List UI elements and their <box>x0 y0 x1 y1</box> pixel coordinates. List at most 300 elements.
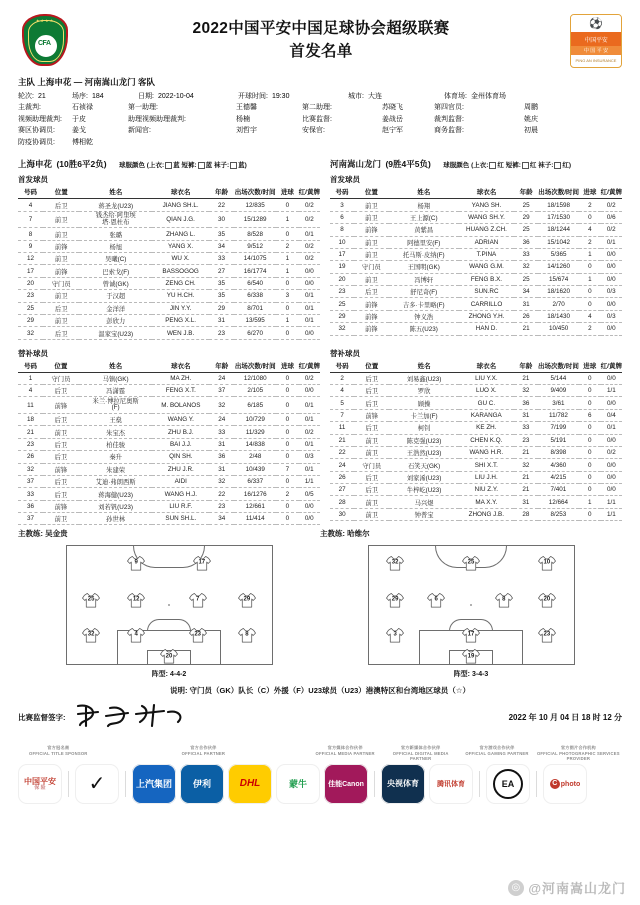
cell-shirt: HUANG Z.CH. <box>459 224 514 236</box>
cell-age: 31 <box>514 409 538 421</box>
cell-name: 阿德里安(F) <box>389 236 459 248</box>
cell-cards: 0/0 <box>601 397 622 409</box>
away-pitch-shirt-23: 23 <box>537 626 556 643</box>
sponsor-badge-sub: 中 国 平 安 <box>571 46 621 55</box>
cell-goals: 0 <box>579 261 601 273</box>
cell-name: 蒋海健(U23) <box>79 488 152 500</box>
cell-cards: 1/1 <box>601 508 622 520</box>
cell-goals: 0 <box>579 372 601 384</box>
table-row <box>330 372 622 384</box>
cell-age: 21 <box>514 323 538 335</box>
cell-pos: 后卫 <box>354 372 389 384</box>
cell-shirt: WANG SH.Y. <box>459 211 514 223</box>
cell-goals: 0 <box>276 500 298 512</box>
cell-apps: 18/1430 <box>538 310 579 322</box>
col-header-pos: 位置 <box>354 360 389 373</box>
sponsor-category-label: 官方图片合作机构 OFFICIAL PHOTOGRAPHIC SERVICES PROVIDER <box>536 745 620 762</box>
canon-logo: 佳能 Canon <box>324 764 368 804</box>
cell-name: 孙世林 <box>79 513 152 525</box>
cell-num: 17 <box>18 265 43 277</box>
cell-apps: 12/664 <box>538 496 579 508</box>
cell-cards: 0/3 <box>299 451 320 463</box>
cell-shirt: CHEN K.Q. <box>459 434 514 446</box>
subs-header-band <box>0 340 640 359</box>
cell-goals: 0 <box>276 414 298 426</box>
cell-shirt: WANG H.R. <box>459 446 514 458</box>
cell-pos: 后卫 <box>43 488 79 500</box>
cell-apps: 18/1620 <box>538 286 579 298</box>
away-kit-socks-swatch <box>554 162 561 169</box>
cell-cards: 0/1 <box>299 314 320 326</box>
cell-goals: 0 <box>579 508 601 520</box>
table-row <box>18 211 320 228</box>
cell-cards: 1/1 <box>299 475 320 487</box>
away-pitch-shirt-29: 29 <box>386 591 405 608</box>
cell-cards: 0/0 <box>299 265 320 277</box>
cell-name: 吉多·卡里略(F) <box>389 298 459 310</box>
away-starters-table <box>330 186 622 335</box>
cell-apps: 18/1244 <box>538 224 579 236</box>
cell-name: 钱杰给·阿里埃 塔·恩杜布 <box>79 211 152 228</box>
cell-name: 王浩然(U23) <box>389 446 459 458</box>
cell-goals: 0 <box>579 422 601 434</box>
cell-age: 32 <box>514 385 538 397</box>
cell-age: 31 <box>209 438 234 450</box>
yili-logo: 伊利 <box>180 764 224 804</box>
home-subs-wrap <box>18 360 320 526</box>
cell-goals: 1 <box>579 248 601 260</box>
match-info-row-3 <box>18 114 622 126</box>
cell-age: 34 <box>209 240 234 252</box>
avar-value: 杨楠 <box>236 115 250 123</box>
cell-shirt: QIN SH. <box>152 451 209 463</box>
cell-num: 4 <box>18 385 43 397</box>
home-team-name: 上海申花 <box>37 77 72 87</box>
cell-cards: 0/1 <box>299 228 320 240</box>
home-coach-name: 吴金贵 <box>45 529 68 539</box>
table-row <box>330 397 622 409</box>
cell-age: 31 <box>514 298 538 310</box>
cell-pos: 后卫 <box>43 199 79 211</box>
cell-age: 21 <box>514 484 538 496</box>
cell-cards: 0/0 <box>601 459 622 471</box>
cell-name: 钟义浩 <box>389 310 459 322</box>
cell-shirt: NIU Z.Y. <box>459 484 514 496</box>
cell-apps: 16/1276 <box>234 488 276 500</box>
table-row <box>330 248 622 260</box>
coaches-row <box>0 525 640 539</box>
cell-cards: 0/0 <box>601 323 622 335</box>
cell-apps: 7/199 <box>538 422 579 434</box>
saic-logo: 上汽集团 <box>132 764 176 804</box>
tencent-logo: 腾讯体育 <box>429 764 473 804</box>
col-header-apps: 出场次数/时间 <box>234 186 276 199</box>
cell-shirt: YANG X. <box>152 240 209 252</box>
cell-name: 石笑天(GK) <box>389 459 459 471</box>
match-commissioner-value: 姜战岳 <box>382 115 403 123</box>
col-header-apps: 出场次数/时间 <box>538 186 579 199</box>
home-pitch-shirt-8: 8 <box>237 626 256 643</box>
table-row <box>18 463 320 475</box>
cell-age: 27 <box>209 265 234 277</box>
cell-age: 28 <box>514 508 538 520</box>
cell-apps: 10/439 <box>234 463 276 475</box>
venue-officer-label: 赛区协调员: <box>18 127 55 135</box>
antidoping-label: 防疫协调员: <box>18 138 55 146</box>
cell-age: 31 <box>209 314 234 326</box>
cell-pos: 前卫 <box>354 211 389 223</box>
cell-goals: 7 <box>276 463 298 475</box>
table-row <box>330 459 622 471</box>
sponsor-category-label: 官方游戏合作伙伴 OFFICIAL GAMING PARTNER <box>465 745 529 757</box>
cell-cards: 0/0 <box>601 484 622 496</box>
away-label: 客队 <box>138 77 156 87</box>
cell-cards: 0/1 <box>601 422 622 434</box>
cell-age: 32 <box>209 475 234 487</box>
cell-pos: 后卫 <box>43 475 79 487</box>
cell-shirt: JIN Y.Y. <box>152 302 209 314</box>
cell-num: 22 <box>330 446 354 458</box>
cell-num: 26 <box>18 451 43 463</box>
venue-officer-value: 姜戈 <box>72 127 86 135</box>
cell-pos: 前卫 <box>354 508 389 520</box>
cell-shirt: PENG X.L. <box>152 314 209 326</box>
cell-age: 31 <box>209 463 234 475</box>
cell-apps: 16/1774 <box>234 265 276 277</box>
cell-name: 刘家浠(U23) <box>389 471 459 483</box>
cell-pos: 前卫 <box>43 290 79 302</box>
table-row <box>18 277 320 289</box>
home-starters-title: 首发球员 <box>18 175 48 185</box>
cell-shirt: SHI X.T. <box>459 459 514 471</box>
stadium-label: 体育场: <box>444 93 467 100</box>
cell-pos: 前卫 <box>43 314 79 326</box>
sponsor-category-label: 官方新媒体合作伙伴 OFFICIAL DIGITAL MEDIA PARTNER <box>392 745 449 762</box>
cell-shirt: WANG Y. <box>152 414 209 426</box>
cell-num: 6 <box>330 211 354 223</box>
cell-cards: 0/0 <box>299 513 320 525</box>
cell-name: 陈五(U23) <box>389 323 459 335</box>
cell-age: 35 <box>209 277 234 289</box>
table-row <box>18 253 320 265</box>
cell-apps: 2/70 <box>538 298 579 310</box>
away-pitch-shirt-6: 6 <box>427 591 446 608</box>
cell-goals: 0 <box>579 459 601 471</box>
date-value: 2022-10-04 <box>157 93 194 100</box>
cell-apps: 8/398 <box>538 446 579 458</box>
cell-age: 23 <box>514 434 538 446</box>
cell-cards: 0/3 <box>601 310 622 322</box>
cell-cards: 0/6 <box>601 211 622 223</box>
cell-age: 35 <box>209 290 234 302</box>
cell-name: 温家宝(U23) <box>79 327 152 339</box>
table-row <box>330 298 622 310</box>
cell-num: 37 <box>18 513 43 525</box>
subs-tables <box>0 359 640 526</box>
col-header-cards: 红/黄牌 <box>299 186 320 199</box>
page-title: 2022中国平安中国足球协会超级联赛 <box>192 19 450 37</box>
cell-num: 36 <box>18 500 43 512</box>
cell-pos: 前锋 <box>354 323 389 335</box>
logo-divider <box>374 771 375 797</box>
cell-pos: 前卫 <box>43 228 79 240</box>
cell-apps: 12/661 <box>234 500 276 512</box>
stadium-value: 金州体育场 <box>470 93 506 100</box>
cell-num: 20 <box>330 273 354 285</box>
home-kit-colors: 球服颜色 (上衣: 蓝 短裤: 蓝 袜子: 蓝) <box>119 162 247 170</box>
table-row <box>330 422 622 434</box>
cell-goals: 4 <box>579 310 601 322</box>
table-row <box>330 236 622 248</box>
cell-num: 19 <box>330 261 354 273</box>
var-value: 于皮 <box>72 115 86 123</box>
col-header-cards: 红/黄牌 <box>299 360 320 373</box>
col-header-pos: 位置 <box>354 186 389 199</box>
cell-shirt: YANG SH. <box>459 199 514 211</box>
away-subs-title: 替补球员 <box>330 348 360 358</box>
cell-pos: 前卫 <box>43 513 79 525</box>
cell-shirt: MA X.Y. <box>459 496 514 508</box>
col-header-apps: 出场次数/时间 <box>538 360 579 373</box>
cell-pos: 后卫 <box>43 414 79 426</box>
col-header-pos: 位置 <box>43 360 79 373</box>
title-sponsor-badge: ⚽ 中国平安 中 国 平 安 PING AN INSURANCE <box>570 14 622 68</box>
cell-name: 朱建荣 <box>79 463 152 475</box>
cell-shirt: BAI J.J. <box>152 438 209 450</box>
cell-age: 25 <box>514 199 538 211</box>
table-row <box>18 488 320 500</box>
home-formation-col <box>18 545 320 679</box>
cell-pos: 前锋 <box>354 409 389 421</box>
order-label: 场序: <box>72 93 88 100</box>
table-row <box>330 199 622 211</box>
table-row <box>18 385 320 397</box>
table-row <box>18 438 320 450</box>
table-row <box>330 409 622 421</box>
versus-dash: — <box>73 77 83 87</box>
cell-name: 顾操 <box>389 397 459 409</box>
cell-name: 牛梓屹(U23) <box>389 484 459 496</box>
commercial-value: 初晨 <box>524 127 538 135</box>
cell-apps: 18/1598 <box>538 199 579 211</box>
cell-name: 巴索戈(F) <box>79 265 152 277</box>
sponsor-badge-name: 中国平安 <box>571 32 621 46</box>
cctv-logo: 央视体育 <box>381 764 425 804</box>
cell-name: 曾诚(GK) <box>79 277 152 289</box>
table-row <box>330 211 622 223</box>
table-row <box>330 508 622 520</box>
commercial-label: 商务监督: <box>434 127 464 135</box>
table-row <box>18 240 320 252</box>
cell-cards: 0/2 <box>299 199 320 211</box>
cell-goals: 0 <box>276 385 298 397</box>
cell-apps: 14/1260 <box>538 261 579 273</box>
cell-apps: 9/409 <box>538 385 579 397</box>
cell-age: 34 <box>514 286 538 298</box>
title-block <box>72 17 570 65</box>
cell-pos: 后卫 <box>354 385 389 397</box>
assistant2-value: 苏晓飞 <box>382 104 403 112</box>
referee-commissioner-value: 姚庆 <box>524 115 538 123</box>
cell-apps: 11/414 <box>234 513 276 525</box>
table-row <box>18 451 320 463</box>
table-row <box>330 484 622 496</box>
cell-shirt: ZHANG L. <box>152 228 209 240</box>
cell-num: 2 <box>330 372 354 384</box>
cell-age: 30 <box>209 211 234 228</box>
cell-goals: 6 <box>579 409 601 421</box>
cell-shirt: SUN.RC <box>459 286 514 298</box>
signature-mark <box>72 700 192 735</box>
cell-num: 30 <box>330 508 354 520</box>
away-pitch-shirt-20: 20 <box>537 591 556 608</box>
starters-tables <box>0 185 640 339</box>
cell-goals: 0 <box>276 451 298 463</box>
sponsor-badge-en: PING AN INSURANCE <box>571 55 621 65</box>
cell-pos: 后卫 <box>354 286 389 298</box>
home-coach-label: 主教练: <box>18 529 43 539</box>
cell-age: 23 <box>209 327 234 339</box>
avar-label: 助理视频助理裁判: <box>128 115 186 123</box>
cell-apps: 4/360 <box>538 459 579 471</box>
home-label: 主队 <box>18 77 36 87</box>
match-info-row-4 <box>18 125 622 137</box>
cell-pos: 前锋 <box>43 397 79 414</box>
home-starters-table <box>18 186 320 339</box>
cell-pos: 前锋 <box>354 224 389 236</box>
cell-apps: 12/1080 <box>234 372 276 384</box>
cell-apps: 2/48 <box>234 451 276 463</box>
cell-name: 彭欣力 <box>79 314 152 326</box>
cell-shirt: T.PINA <box>459 248 514 260</box>
var-label: 视频助理裁判: <box>18 115 62 123</box>
page-header <box>0 0 640 74</box>
table-row <box>18 500 320 512</box>
cell-pos: 前卫 <box>354 273 389 285</box>
table-row <box>18 265 320 277</box>
cell-apps: 15/1289 <box>234 211 276 228</box>
cell-apps: 11/782 <box>538 409 579 421</box>
match-info-block <box>0 88 640 148</box>
match-teams-line <box>0 74 640 88</box>
cell-age: 32 <box>209 397 234 414</box>
cell-num: 23 <box>330 286 354 298</box>
cell-goals: 4 <box>579 224 601 236</box>
cell-goals: 0 <box>579 484 601 496</box>
cell-age: 32 <box>514 261 538 273</box>
dhl-logo: DHL <box>228 764 272 804</box>
cell-cards: 1/1 <box>601 496 622 508</box>
cell-shirt: WANG G.M. <box>459 261 514 273</box>
table-row <box>18 426 320 438</box>
fourth-label: 第四官员: <box>434 104 464 112</box>
cell-num: 24 <box>330 459 354 471</box>
cell-age: 37 <box>209 385 234 397</box>
cell-shirt: WU X. <box>152 253 209 265</box>
cell-goals: 0 <box>276 327 299 339</box>
cell-name: 艾迪·弗朗西斯 <box>79 475 152 487</box>
cell-cards: 0/1 <box>299 463 320 475</box>
cell-shirt: KE ZH. <box>459 422 514 434</box>
cell-goals: 2 <box>579 323 601 335</box>
table-row <box>18 372 320 384</box>
away-pitch-shirt-10: 10 <box>537 554 556 571</box>
cell-cards: 0/1 <box>601 236 622 248</box>
cell-pos: 后卫 <box>43 451 79 463</box>
cell-name: 王国明(GK) <box>389 261 459 273</box>
page-subtitle: 首发名单 <box>289 43 353 61</box>
watermark <box>508 878 626 897</box>
cell-cards: 0/0 <box>601 248 622 260</box>
cell-pos: 后卫 <box>43 327 79 339</box>
col-header-num: 号码 <box>330 186 354 199</box>
cell-num: 27 <box>330 484 354 496</box>
logo-divider <box>125 771 126 797</box>
cell-age: 31 <box>514 496 538 508</box>
home-pitch-shirt-9: 9 <box>127 554 146 571</box>
cell-apps: 5/365 <box>538 248 579 260</box>
cell-shirt: BASSOGOG <box>152 265 209 277</box>
home-subs-table <box>18 360 320 526</box>
round-label: 轮次: <box>18 93 34 100</box>
cell-age: 33 <box>209 426 234 438</box>
cell-num: 37 <box>18 475 43 487</box>
cell-cards: 0/0 <box>299 327 320 339</box>
cell-shirt: ZHONG Y.H. <box>459 310 514 322</box>
away-starters-title: 首发球员 <box>330 175 360 185</box>
cell-apps: 8/253 <box>538 508 579 520</box>
col-header-num: 号码 <box>18 360 43 373</box>
cell-shirt: CARRILLO <box>459 298 514 310</box>
cell-name: 罗欣 <box>389 385 459 397</box>
cell-cards: 0/0 <box>601 298 622 310</box>
col-header-cards: 红/黄牌 <box>601 186 622 199</box>
cell-name: 托马斯·皮纳(F) <box>389 248 459 260</box>
table-row <box>330 496 622 508</box>
cell-num: 20 <box>18 277 43 289</box>
press-officer-value: 刘哲宇 <box>236 127 257 135</box>
cell-cards: 0/2 <box>299 253 320 265</box>
cell-num: 32 <box>18 463 43 475</box>
cell-shirt: MA ZH. <box>152 372 209 384</box>
cell-apps: 6/540 <box>234 277 276 289</box>
cell-num: 7 <box>18 211 43 228</box>
ea-logo: EA <box>486 764 530 804</box>
cell-pos: 守门员 <box>354 261 389 273</box>
col-header-name: 姓名 <box>79 360 152 373</box>
away-subs-table <box>330 360 622 522</box>
cell-num: 4 <box>18 199 43 211</box>
cell-cards: 0/2 <box>299 372 320 384</box>
cell-apps: 2/105 <box>234 385 276 397</box>
match-commissioner-label: 比赛监督: <box>302 115 332 123</box>
cell-num: 7 <box>330 409 354 421</box>
away-team-name: 河南嵩山龙门 <box>84 77 136 87</box>
away-pitch-shirt-8: 8 <box>494 591 513 608</box>
cell-pos: 守门员 <box>354 459 389 471</box>
cell-name: 秦升 <box>79 451 152 463</box>
cell-name: 刘易鑫(U23) <box>389 372 459 384</box>
cell-goals: 0 <box>579 385 601 397</box>
cell-pos: 前锋 <box>43 240 79 252</box>
cell-name: 卡兰加(F) <box>389 409 459 421</box>
cell-goals: 0 <box>276 513 298 525</box>
cell-age: 25 <box>514 224 538 236</box>
cell-apps: 15/674 <box>538 273 579 285</box>
table-row <box>18 199 320 211</box>
cell-cards: 0/2 <box>299 240 320 252</box>
cell-age: 29 <box>514 211 538 223</box>
